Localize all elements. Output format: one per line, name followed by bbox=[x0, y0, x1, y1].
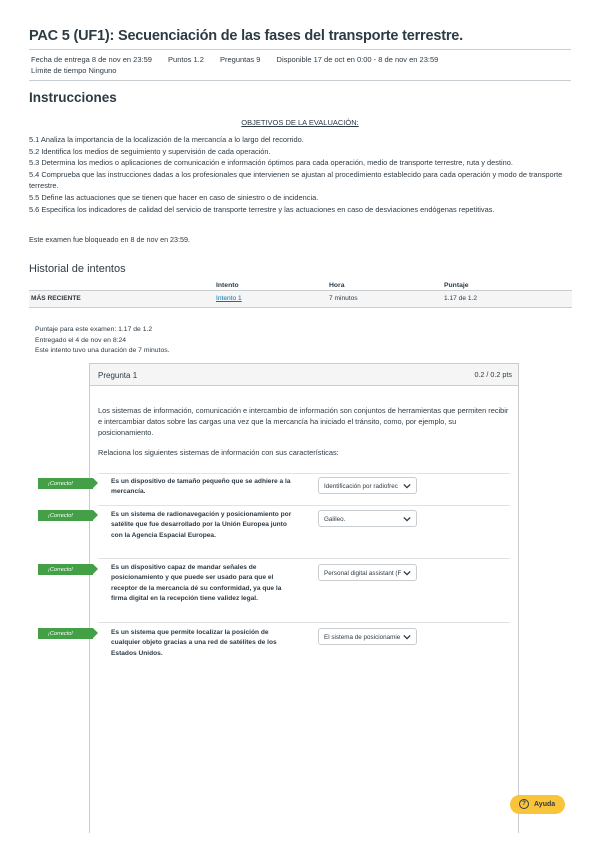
answer-select[interactable] bbox=[318, 628, 417, 645]
attempt-summary bbox=[35, 325, 170, 357]
help-label: Ayuda bbox=[534, 800, 556, 808]
time-limit: Límite de tiempo Ninguno bbox=[31, 66, 117, 75]
question-instruction: Relaciona los siguientes sistemas de información con sus características: bbox=[98, 448, 339, 457]
match-prompt: Es un sistema de radionavegación y posicionamiento por satélite que fue desarrollado por la Unión Europea junto con la Agencia Espacial Europea. bbox=[111, 511, 292, 539]
col-header-score: Puntaje bbox=[444, 282, 469, 289]
question-text: Los sistemas de información, comunicación e intercambio de información son conjuntos de herramientas que permiten recibir e intercambiar datos sobre las cargas una vez que la mercancía ha iniciado el tránsito, como, por ejemplo, su posicionamiento. bbox=[98, 406, 509, 438]
divider bbox=[29, 80, 571, 81]
help-button[interactable] bbox=[510, 795, 565, 814]
question-name: Pregunta 1 bbox=[98, 371, 138, 380]
correct-flag: ¡Correcto! bbox=[38, 478, 93, 489]
attempt-score: 1.17 de 1.2 bbox=[444, 295, 477, 302]
answer-value: El sistema de posicionamie bbox=[324, 634, 401, 641]
divider bbox=[98, 505, 510, 506]
answer-value: Personal digital assistant (F bbox=[324, 570, 402, 577]
instructions-title: Instrucciones bbox=[29, 90, 117, 105]
objective-item: 5.2 Identifica los medios de seguimiento y supervisión de cada operación. bbox=[29, 146, 271, 156]
question-header bbox=[90, 364, 518, 386]
page-title: PAC 5 (UF1): Secuenciación de las fases del transporte terrestre. bbox=[29, 28, 463, 44]
chevron-down-icon bbox=[403, 482, 411, 490]
objective-item: 5.5 Define las actuaciones que se tienen que hacer en caso de siniestro o de incidencia. bbox=[29, 192, 319, 202]
points: Puntos 1.2 bbox=[168, 55, 204, 64]
answer-select[interactable] bbox=[318, 564, 417, 581]
objective-item: 5.1 Analiza la importancia de la localización de la mercancía a lo largo del recorrido. bbox=[29, 135, 304, 144]
col-header-attempt: Intento bbox=[216, 282, 239, 289]
answer-select[interactable] bbox=[318, 510, 417, 527]
due-date: Fecha de entrega 8 de nov en 23:59 bbox=[31, 55, 152, 64]
chevron-down-icon bbox=[403, 569, 411, 577]
correct-flag: ¡Correcto! bbox=[38, 510, 93, 521]
attempt-link[interactable]: Intento 1 bbox=[216, 295, 242, 302]
help-icon: ? bbox=[519, 799, 529, 809]
answer-value: Identificación por radiofrec bbox=[324, 483, 398, 490]
match-prompt: Es un dispositivo de tamaño pequeño que se adhiere a la mercancía. bbox=[111, 478, 291, 496]
divider bbox=[98, 473, 510, 474]
score-line: Puntaje para este examen: 1.17 de 1.2 bbox=[35, 326, 153, 333]
objective-item: 5.3 Determina los medios o aplicaciones de comunicación e información óptimos para cada operación, medio de transporte terrestre, ruta y destino. bbox=[29, 158, 513, 168]
divider bbox=[98, 558, 510, 559]
objectives-heading: OBJETIVOS DE LA EVALUACIÓN: bbox=[241, 118, 359, 127]
match-prompt: Es un sistema que permite localizar la posición de cualquier objeto gracias a una red de satélites de los Estados Unidos. bbox=[111, 629, 277, 657]
answer-value: Galileo. bbox=[324, 516, 346, 523]
duration-line: Este intento tuvo una duración de 7 minutos. bbox=[35, 347, 170, 354]
question-count: Preguntas 9 bbox=[219, 55, 261, 64]
attempt-time: 7 minutos bbox=[329, 295, 358, 302]
history-title: Historial de intentos bbox=[29, 263, 126, 275]
quiz-meta bbox=[31, 55, 452, 64]
divider bbox=[98, 622, 510, 623]
chevron-down-icon bbox=[403, 633, 411, 641]
objective-item: 5.4 Comprueba que las instrucciones dadas a los profesionales que intervienen se ajustan al procedimiento establecido para cada operación y modo de transporte terrestre. bbox=[29, 169, 563, 191]
match-prompt: Es un dispositivo capaz de mandar señales de posicionamiento y que puede ser usado para que el receptor de la mercancía dé su conformidad, ya que la firma digital en la recepción tiene validez legal. bbox=[111, 564, 282, 603]
correct-flag: ¡Correcto! bbox=[38, 628, 93, 639]
history-row bbox=[29, 290, 572, 308]
col-header-time: Hora bbox=[329, 282, 345, 289]
divider bbox=[29, 49, 571, 50]
history-row-label: MÁS RECIENTE bbox=[31, 295, 81, 302]
locked-notice: Este examen fue bloqueado en 8 de nov en 23:59. bbox=[29, 235, 191, 244]
availability: Disponible 17 de oct en 0:00 - 8 de nov en 23:59 bbox=[276, 55, 439, 64]
objective-item: 5.6 Especifica los indicadores de calidad del servicio de transporte terrestre y las actuaciones en caso de desviaciones endógenas repetitivas. bbox=[29, 204, 495, 214]
correct-flag: ¡Correcto! bbox=[38, 564, 93, 575]
answer-select[interactable] bbox=[318, 477, 417, 494]
question-points: 0.2 / 0.2 pts bbox=[474, 370, 512, 379]
objectives-list bbox=[29, 134, 574, 215]
chevron-down-icon bbox=[403, 515, 411, 523]
submitted-line: Entregado el 4 de nov en 8:24 bbox=[35, 336, 127, 344]
